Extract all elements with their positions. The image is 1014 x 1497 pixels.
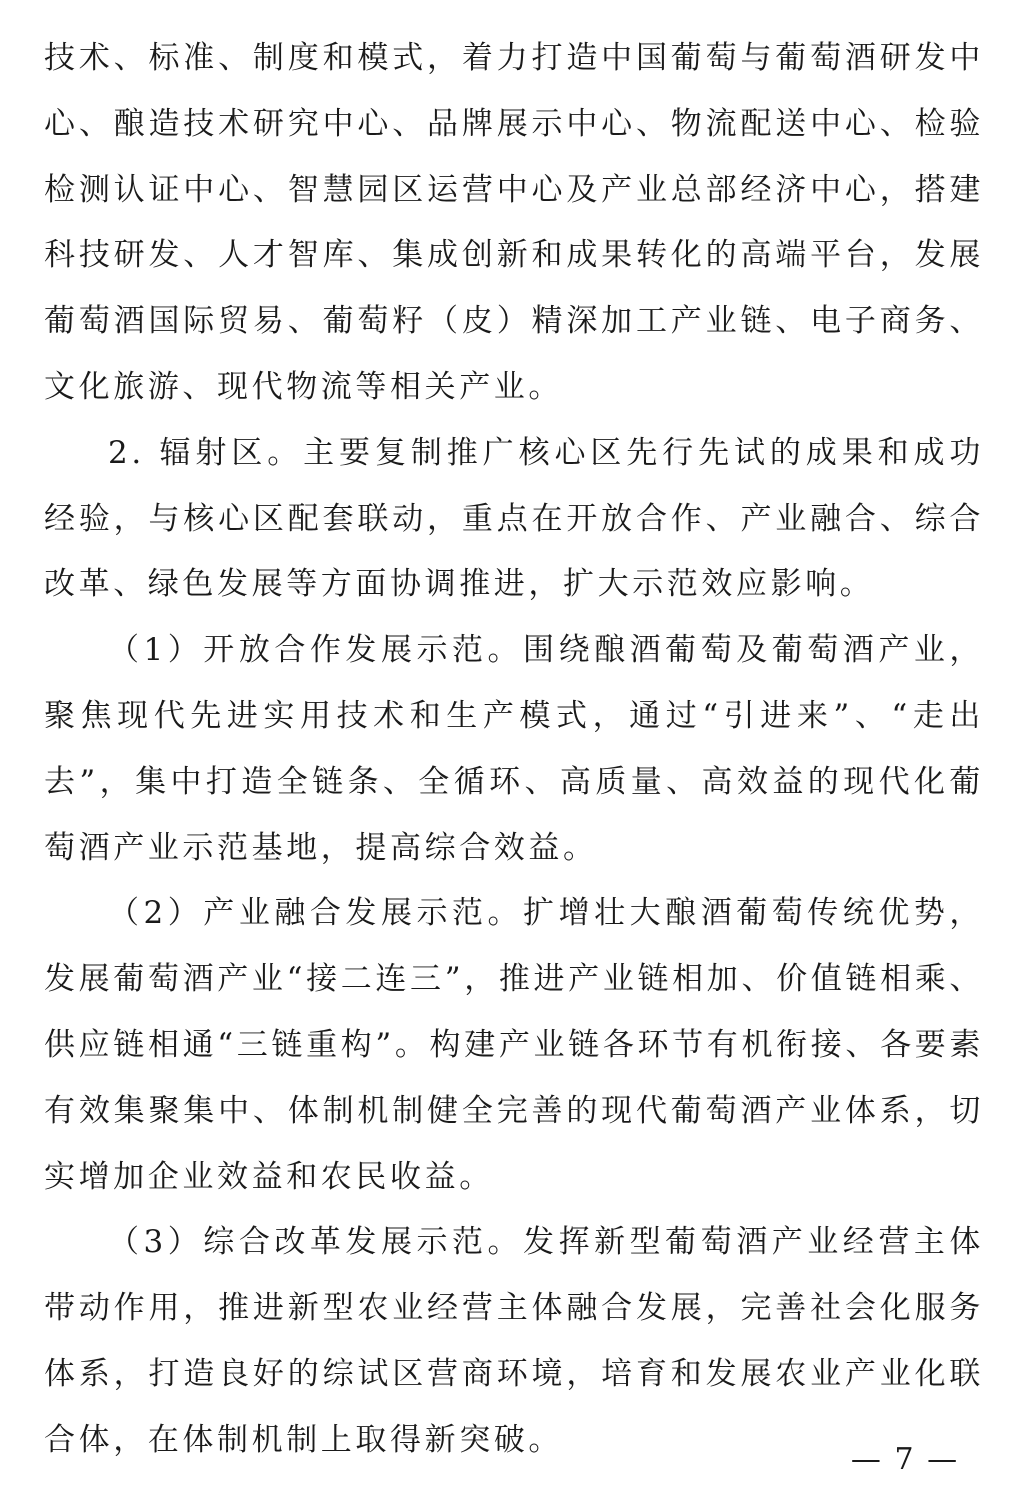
page-number: — 7 — [850, 1442, 960, 1477]
paragraph-industry-integration: （2）产业融合发展示范。扩增壮大酿酒葡萄传统优势，发展葡萄酒产业“接二连三”，推进产业链相加、价值链相乘、供应链相通“三链重构”。构建产业链各环节有机衔接、各要素有效集聚集中、体制机制健全完善的现代葡萄酒产业体系，切实增加企业效益和农民收益。 [44, 895, 984, 1195]
paragraph-open-cooperation: （1）开放合作发展示范。围绕酿酒葡萄及葡萄酒产业，聚焦现代先进实用技术和生产模式，通过“引进来”、“走出去”，集中打造全链条、全循环、高质量、高效益的现代化葡萄酒产业示范基地，提高综合效益。 [44, 632, 984, 866]
paragraph-comprehensive-reform: （3）综合改革发展示范。发挥新型葡萄酒产业经营主体带动作用，推进新型农业经营主体融合发展，完善社会化服务体系，打造良好的综试区营商环境，培育和发展农业产业化联合体，在体制机制上取得新突破。 [44, 1224, 984, 1458]
paragraph-continuation: 技术、标准、制度和模式，着力打造中国葡萄与葡萄酒研发中心、酿造技术研究中心、品牌展示中心、物流配送中心、检验检测认证中心、智慧园区运营中心及产业总部经济中心，搭建科技研发、人才智库、集成创新和成果转化的高端平台，发展葡萄酒国际贸易、葡萄籽（皮）精深加工产业链、电子商务、文化旅游、现代物流等相关产业。 [44, 40, 984, 405]
paragraph-radiation-zone: 2. 辐射区。主要复制推广核心区先行先试的成果和成功经验，与核心区配套联动，重点在开放合作、产业融合、综合改革、绿色发展等方面协调推进，扩大示范效应影响。 [44, 434, 984, 603]
document-page [44, 26, 984, 1474]
